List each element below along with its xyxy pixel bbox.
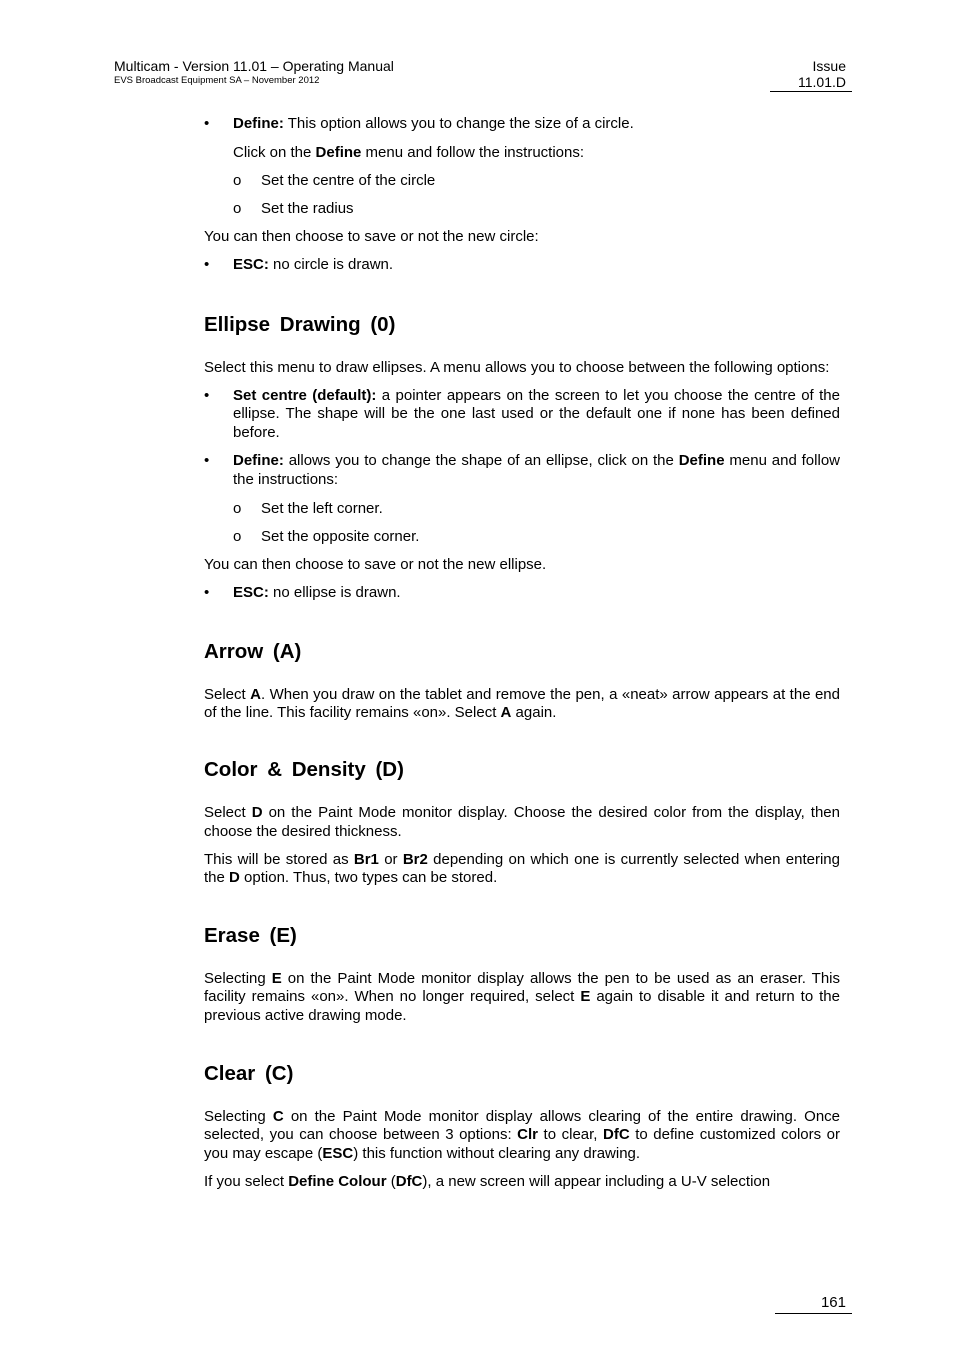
section-heading-clear: Clear (C)	[204, 1061, 294, 1085]
list-item: • Set centre (default): a pointer appears on the screen to let you choose the centre of the ellipse. The shape will be the one last used or the default one if none has been defined before.	[204, 386, 840, 441]
list-item: • Define: allows you to change the shape of an ellipse, click on the Define menu and follow the instructions:	[204, 452, 840, 489]
document-subtitle: EVS Broadcast Equipment SA – November 2012	[114, 75, 320, 86]
section-heading-color: Color & Density (D)	[204, 758, 404, 782]
issue-block	[798, 58, 846, 90]
instruction-text: Click on the Define menu and follow the instructions:	[233, 143, 585, 161]
issue-label: Issue	[812, 58, 846, 74]
circle-bullet-icon: o	[233, 499, 242, 517]
footer-rule	[775, 1313, 852, 1314]
bullet-icon: •	[204, 255, 210, 273]
list-item: • Define: This option allows you to change the size of a circle.	[204, 115, 634, 132]
bullet-icon: •	[204, 386, 210, 404]
paragraph: Select this menu to draw ellipses. A menu allows you to choose between the following options:	[204, 358, 830, 376]
sub-list-item: o Set the opposite corner.	[233, 527, 420, 545]
section-heading-ellipse: Ellipse Drawing (0)	[204, 312, 396, 336]
paragraph: You can then choose to save or not the new ellipse.	[204, 555, 547, 573]
circle-bullet-icon: o	[233, 527, 242, 545]
list-item: • ESC: no circle is drawn.	[204, 255, 394, 273]
bullet-icon: •	[204, 452, 210, 470]
paragraph: If you select Define Colour (DfC), a new screen will appear including a U-V selection	[204, 1173, 771, 1191]
issue-value: 11.01.D	[798, 74, 846, 90]
bullet-icon: •	[204, 115, 210, 132]
page-content	[204, 115, 840, 1201]
bullet-icon: •	[204, 583, 210, 601]
sub-list-item: o Set the left corner.	[233, 499, 383, 517]
paragraph: You can then choose to save or not the new circle:	[204, 227, 539, 245]
document-title: Multicam - Version 11.01 – Operating Manual	[114, 58, 394, 74]
header-rule	[770, 91, 852, 92]
page-number: 161	[820, 1294, 846, 1311]
paragraph: Selecting C on the Paint Mode monitor display allows clearing of the entire drawing. Once selected, you can choose between 3 options: Clr to clear, DfC to define customized colors or you may escape (ESC) this function without clearing any drawing.	[204, 1107, 841, 1163]
sub-list-item: o Set the centre of the circle	[233, 171, 436, 189]
list-item: • ESC: no ellipse is drawn.	[204, 583, 401, 601]
paragraph: Selecting E on the Paint Mode monitor display allows the pen to be used as an eraser. This facility remains «on». When no longer required, select E again to disable it and return to the previous active drawing mode.	[204, 969, 841, 1024]
paragraph: Select D on the Paint Mode monitor display. Choose the desired color from the display, then choose the desired thickness.	[204, 804, 840, 840]
page-header	[114, 58, 394, 87]
section-heading-erase: Erase (E)	[204, 923, 297, 947]
circle-bullet-icon: o	[233, 199, 242, 217]
section-heading-arrow: Arrow (A)	[204, 639, 302, 663]
circle-bullet-icon: o	[233, 171, 242, 189]
paragraph: This will be stored as Br1 or Br2 depending on which one is currently selected when entering the D option. Thus, two types can be stored.	[204, 850, 840, 887]
sub-list-item: o Set the radius	[233, 199, 354, 217]
paragraph: Select A. When you draw on the tablet and remove the pen, a «neat» arrow appears at the end of the line. This facility remains «on». Select A again.	[204, 685, 840, 722]
